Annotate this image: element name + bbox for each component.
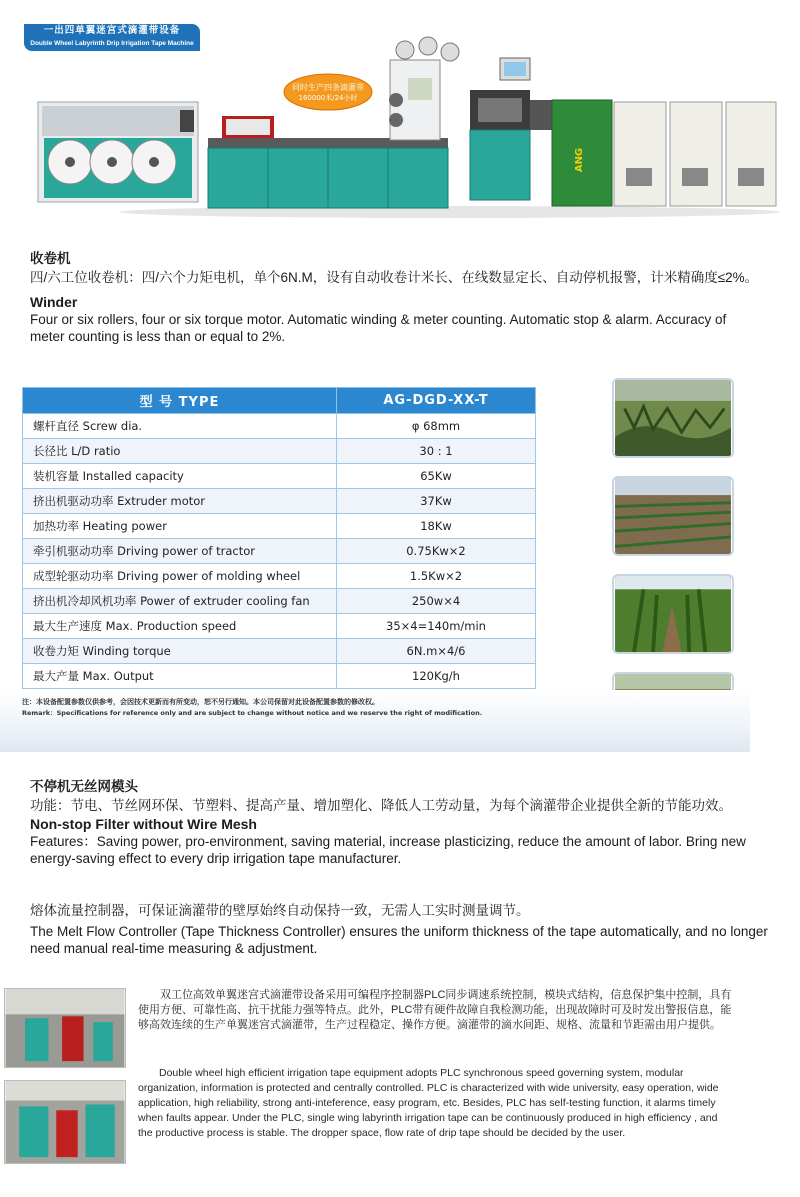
extruder xyxy=(470,58,560,200)
filter-desc-cn: 功能：节电、节丝网环保、节塑料、提高产量、增加塑化、降低人工劳动量，为每个滴灌带企业提供全新的节能功效。 xyxy=(30,798,732,813)
spec-label: 螺杆直径 Screw dia. xyxy=(23,414,337,439)
spec-label: 最大生产速度 Max. Production speed xyxy=(23,614,337,639)
winder-desc-cn: 四/六工位收卷机：四/六个力矩电机，单个6N.M，设有自动收卷计米长、在线数显定长、自动停机报警，计米精确度≤2%。 xyxy=(30,270,759,285)
spec-value: 37Kw xyxy=(337,489,536,514)
flow-desc-cn: 熔体流量控制器，可保证滴灌带的壁厚始终自动保持一致，无需人工实时测量调节。 xyxy=(30,903,530,918)
spec-value: 18Kw xyxy=(337,514,536,539)
spec-label: 成型轮驱动功率 Driving power of molding wheel xyxy=(23,564,337,589)
field-photo-2 xyxy=(612,476,734,556)
spec-label: 长径比 L/D ratio xyxy=(23,439,337,464)
machine-illustration xyxy=(30,20,780,220)
plc-photo-1 xyxy=(4,988,126,1068)
note-en: Remark：Specifications for reference only and are subject to change without notice and we reserve the right of modification. xyxy=(22,709,483,717)
spec-label: 装机容量 Installed capacity xyxy=(23,464,337,489)
table-row xyxy=(23,639,536,664)
spec-value: 250w×4 xyxy=(337,589,536,614)
title-cn: 一出四单翼迷宫式滴灌带设备 xyxy=(43,25,181,36)
molding-wheel-tower xyxy=(389,37,459,140)
field-photo-1 xyxy=(612,378,734,458)
note-cn: 注：本设备配置参数仅供参考，会因技术更新而有所变动，恕不另行通知。本公司保留对此设备配置参数的修改权。 xyxy=(22,698,379,706)
spec-value: 6N.m×4/6 xyxy=(337,639,536,664)
filter-title-cn: 不停机无丝网模头 xyxy=(30,779,138,794)
plc-desc-en: Double wheel high efficient irrigation tape equipment adopts PLC synchronous speed governing system, modular organization, information is protected and centrally controlled. PLC is characterized with wide university, easy operation, wide application, high reliability, strong anti-inteference, easy program, etc. Besides, PLC has self-testing function, it alarms timely when faults appear. Under the PLC, single wing labyrinth irrigation tape can be continuously produced in high efficiency , and the productive process is stable. The dropper space, flow rate of drip tape should be decided by the user. xyxy=(138,1067,719,1139)
svg-text:ANG: ANG xyxy=(574,147,585,173)
table-row xyxy=(23,589,536,614)
field-photo-3 xyxy=(612,574,734,654)
filter-title-en: Non-stop Filter without Wire Mesh xyxy=(30,816,257,832)
table-row xyxy=(23,564,536,589)
spec-label: 牵引机驱动功率 Driving power of tractor xyxy=(23,539,337,564)
flow-section xyxy=(30,902,770,957)
spec-notes xyxy=(22,697,562,719)
table-row xyxy=(23,664,536,689)
spec-label: 加热功率 Heating power xyxy=(23,514,337,539)
spec-label: 挤出机驱动功率 Extruder motor xyxy=(23,489,337,514)
filter-desc-en: Features：Saving power, pro-environment, saving material, increase plasticizing, reduce the amount of labor. Bring new energy-saving effect to every drip irrigation tape manufacturer. xyxy=(30,834,746,866)
table-row xyxy=(23,539,536,564)
table-row xyxy=(23,414,536,439)
plc-desc-cn: 双工位高效单翼迷宫式滴灌带设备采用可编程序控制器PLC同步调速系统控制，模块式结构，信息保护集中控制，具有使用方便、可靠性高、抗干扰能力强等特点。此外，PLC带有硬件故障自我检测功能，出现故障时可及时发出警报信息，能够高效连续的生产单翼迷宫式滴灌带，生产过程稳定、操作方便。滴灌带的滴水间距、规格、流量和节距需由用户提供。 xyxy=(138,989,732,1031)
spec-label: 最大产量 Max. Output xyxy=(23,664,337,689)
spec-value: 35×4=140m/min xyxy=(337,614,536,639)
winder-section xyxy=(30,250,760,345)
filter-section xyxy=(30,778,770,867)
winder-machine xyxy=(38,102,198,202)
spec-value: 30 : 1 xyxy=(337,439,536,464)
control-panel xyxy=(552,100,612,206)
spec-header-row xyxy=(23,388,536,414)
winder-title-cn: 收卷机 xyxy=(30,251,71,266)
winder-desc-en: Four or six rollers, four or six torque motor. Automatic winding & meter counting. Automatic stop & alarm. Accuracy of meter counting is less than or equal to 2%. xyxy=(30,312,727,344)
spec-label: 收卷力矩 Winding torque xyxy=(23,639,337,664)
table-row xyxy=(23,439,536,464)
table-row xyxy=(23,464,536,489)
spec-table xyxy=(22,387,536,689)
winder-title-en: Winder xyxy=(30,294,78,310)
title-en: Double Wheel Labyrinth Drip Irrigation Tape Machine xyxy=(30,40,194,47)
spec-header-type: 型 号 TYPE xyxy=(23,388,337,414)
electrical-cabinets xyxy=(614,102,776,206)
spec-value: 0.75Kw×2 xyxy=(337,539,536,564)
svg-text:160000米/24小时: 160000米/24小时 xyxy=(298,94,358,102)
spec-value: φ 68mm xyxy=(337,414,536,439)
spec-value: 120Kg/h xyxy=(337,664,536,689)
table-row xyxy=(23,489,536,514)
table-row xyxy=(23,614,536,639)
spec-header-model: AG-DGD-XX-T xyxy=(337,388,536,414)
production-badge xyxy=(284,74,372,110)
spec-label: 挤出机冷却风机功率 Power of extruder cooling fan xyxy=(23,589,337,614)
spec-value: 1.5Kw×2 xyxy=(337,564,536,589)
plc-photo-2 xyxy=(4,1080,126,1164)
spec-value: 65Kw xyxy=(337,464,536,489)
svg-text:同时生产四条滴灌带: 同时生产四条滴灌带 xyxy=(292,83,364,92)
table-row xyxy=(23,514,536,539)
flow-desc-en: The Melt Flow Controller (Tape Thickness Controller) ensures the uniform thickness of the tape automatically, and no longer need manual real-time measuring & adjustment. xyxy=(30,924,768,956)
